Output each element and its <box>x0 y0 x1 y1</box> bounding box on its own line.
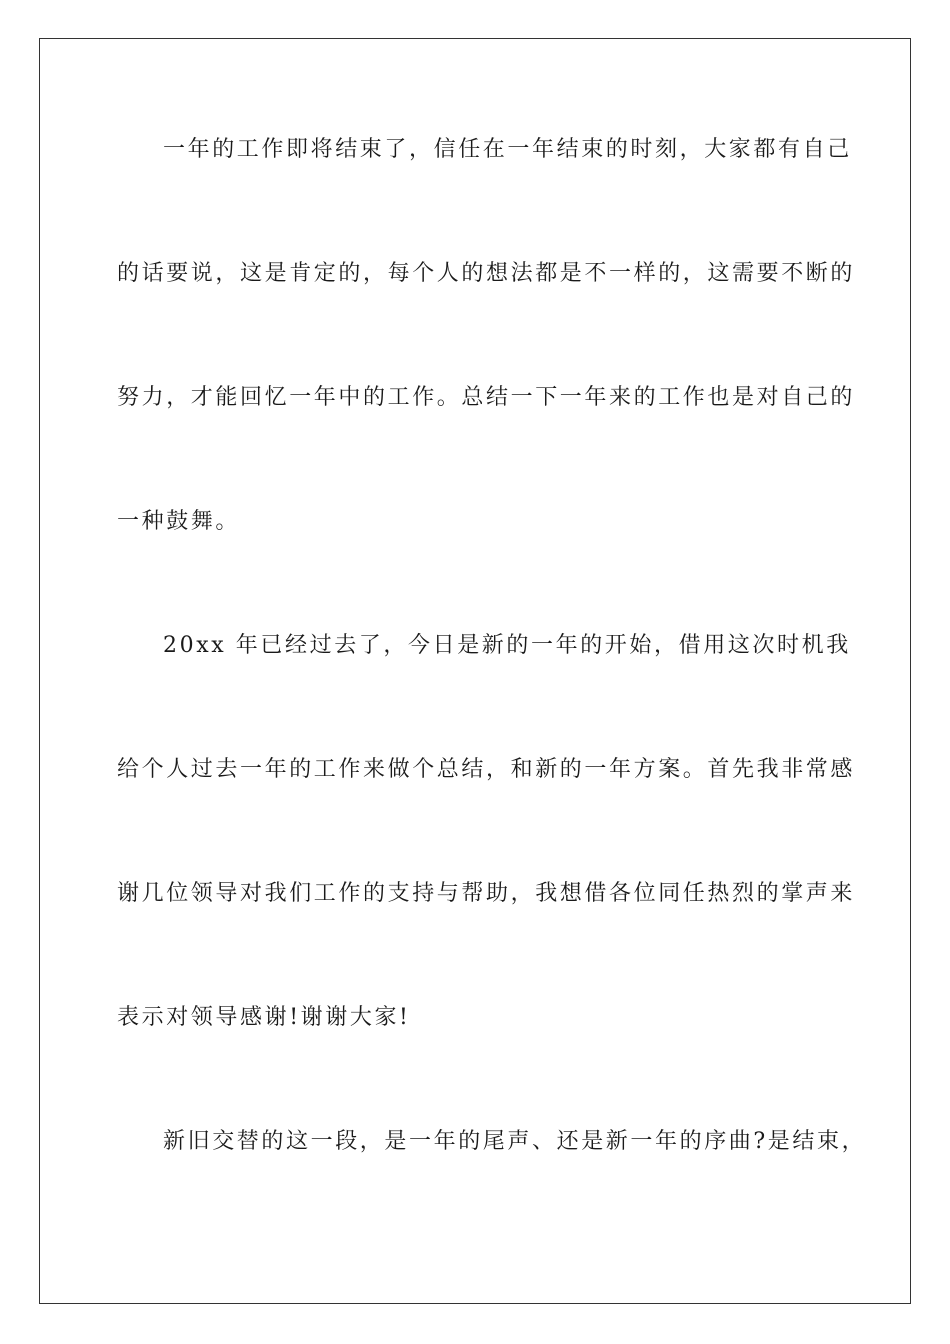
paragraph-2-line-4: 表示对领导感谢!谢谢大家! <box>117 1005 411 1030</box>
paragraph-2-line-1: 20xx 年已经过去了，今日是新的一年的开始，借用这次时机我 <box>163 633 851 658</box>
paragraph-3-line-1: 新旧交替的这一段，是一年的尾声、还是新一年的序曲?是结束， <box>163 1129 867 1154</box>
paragraph-2-line-3: 谢几位领导对我们工作的支持与帮助，我想借各位同任热烈的掌声来 <box>117 881 856 906</box>
paragraph-1-line-1: 一年的工作即将结束了，信任在一年结束的时刻，大家都有自己 <box>163 137 852 162</box>
paragraph-2-line-2: 给个人过去一年的工作来做个总结，和新的一年方案。首先我非常感 <box>117 757 856 782</box>
page-border <box>39 38 911 1304</box>
paragraph-1-line-4: 一种鼓舞。 <box>117 509 241 534</box>
paragraph-1-line-3: 努力，才能回忆一年中的工作。总结一下一年来的工作也是对自己的 <box>117 385 856 410</box>
paragraph-1-line-2: 的话要说，这是肯定的，每个人的想法都是不一样的，这需要不断的 <box>117 261 856 286</box>
